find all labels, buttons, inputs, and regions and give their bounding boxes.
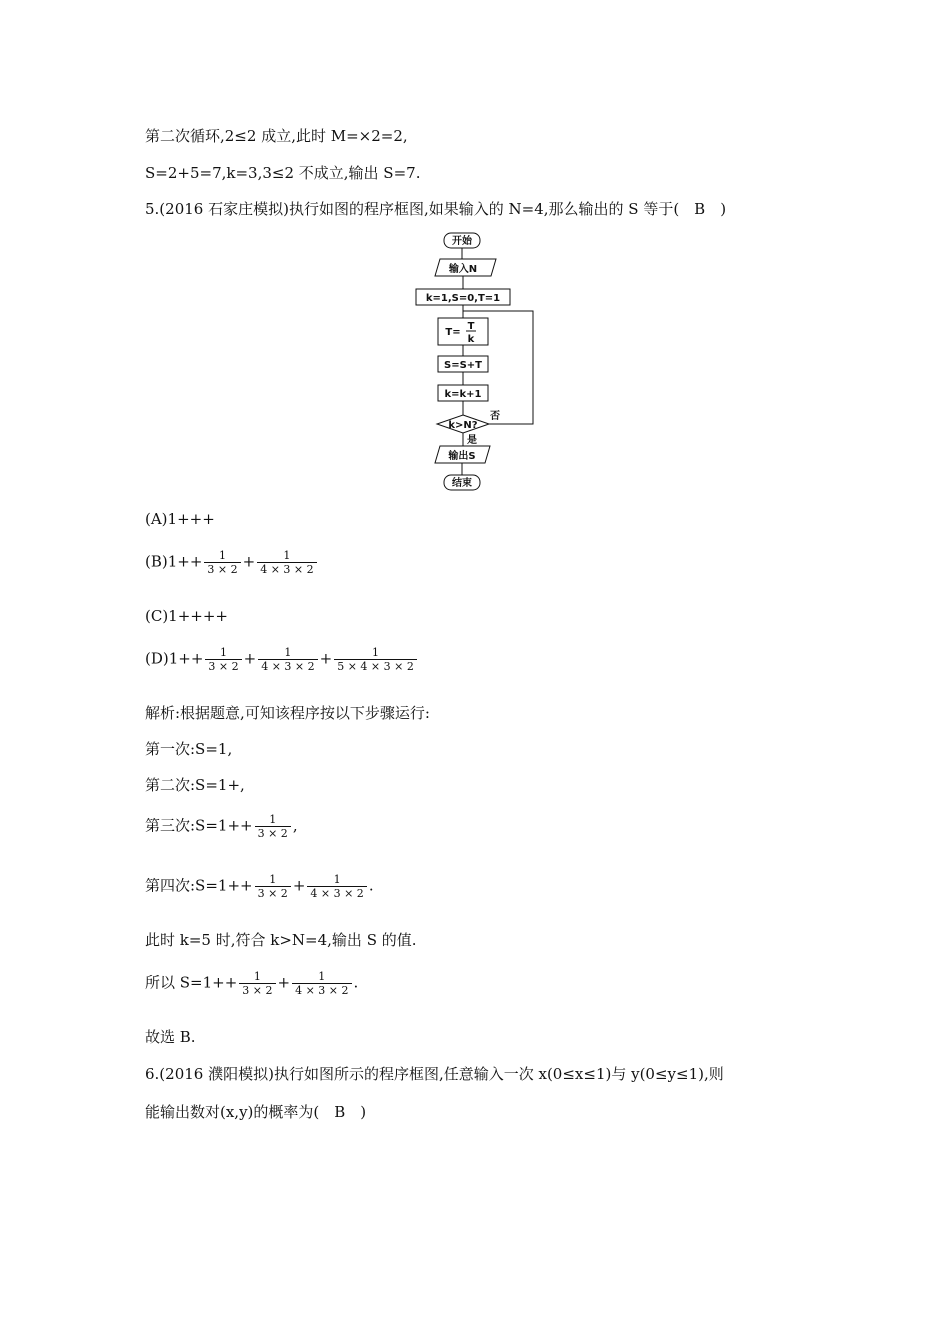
fraction: $\frac{1}{3 \times 2}$ xyxy=(205,646,241,673)
option-c: (C)1++++ xyxy=(145,607,228,625)
flow-start-label: 开始 xyxy=(452,236,472,247)
option-b: (B)1++ $\frac{1}{3 \times 2}$ + $\frac{1}{4 \times 3 \times 2}$ xyxy=(145,549,319,576)
question-6-line-2: 能输出数对(x,y)的概率为( B ) xyxy=(145,1103,367,1121)
fraction: $\frac{1}{3 \times 2}$ xyxy=(255,873,291,900)
question-6-line-1: 6.(2016 濮阳模拟)执行如图所示的程序框图,任意输入一次 x(0≤x≤1)与 y(0≤y≤1),则 xyxy=(145,1065,724,1083)
flow-t-num: T xyxy=(467,321,475,332)
flow-t-den: k xyxy=(467,334,475,345)
flowchart xyxy=(0,0,950,500)
option-b-prefix: (B)1++ xyxy=(145,552,203,571)
flow-no-label: 否 xyxy=(490,411,500,422)
flow-end-label: 结束 xyxy=(452,478,472,489)
so-line: 所以 S=1++ $\frac{1}{3 \times 2}$ + $\frac{1}{4 \times 3 \times 2}$ . xyxy=(145,970,359,997)
flow-output-label: 输出S xyxy=(448,451,476,462)
when-line: 此时 k=5 时,符合 k>N=4,输出 S 的值. xyxy=(145,931,417,949)
flow-input-label: 输入N xyxy=(448,264,478,275)
fraction: $\frac{1}{4 \times 3 \times 2}$ xyxy=(257,549,316,576)
flow-k-label: k=k+1 xyxy=(444,389,482,400)
fraction: $\frac{1}{3 \times 2}$ xyxy=(204,549,240,576)
flow-decision-label: k>N? xyxy=(448,420,478,431)
text-line-loop: 第二次循环,2≤2 成立,此时 M=×2=2, xyxy=(145,127,408,145)
fraction: $\frac{1}{3 \times 2}$ xyxy=(255,813,291,840)
step-1: 第一次:S=1, xyxy=(145,740,233,758)
question-5: 5.(2016 石家庄模拟)执行如图的程序框图,如果输入的 N=4,那么输出的 S 等于( B ) xyxy=(145,200,727,218)
step-3: 第三次:S=1++ $\frac{1}{3 \times 2}$ , xyxy=(145,813,298,840)
fraction: $\frac{1}{4 \times 3 \times 2}$ xyxy=(292,970,351,997)
text-line-result: S=2+5=7,k=3,3≤2 不成立,输出 S=7. xyxy=(145,164,421,182)
flow-init-label: k=1,S=0,T=1 xyxy=(425,293,501,304)
fraction: $\frac{1}{5 \times 4 \times 3 \times 2}$ xyxy=(334,646,417,673)
fraction: $\frac{1}{3 \times 2}$ xyxy=(239,970,275,997)
step-2: 第二次:S=1+, xyxy=(145,776,245,794)
choose-line: 故选 B. xyxy=(145,1028,196,1046)
option-d-prefix: (D)1++ xyxy=(145,649,204,668)
flow-t-lhs: T= xyxy=(445,327,461,338)
option-d: (D)1++ $\frac{1}{3 \times 2}$ + $\frac{1}{4 \times 3 \times 2}$ + $\frac{1}{5 \times 4 \times 3 \times 2}$ xyxy=(145,646,419,673)
step-4: 第四次:S=1++ $\frac{1}{3 \times 2}$ + $\frac{1}{4 \times 3 \times 2}$ . xyxy=(145,873,374,900)
analysis-intro: 解析:根据题意,可知该程序按以下步骤运行: xyxy=(145,704,430,722)
flow-yes-label: 是 xyxy=(467,435,477,446)
flow-s-label: S=S+T xyxy=(444,360,482,371)
fraction: $\frac{1}{4 \times 3 \times 2}$ xyxy=(258,646,317,673)
option-a: (A)1+++ xyxy=(145,510,215,528)
fraction: $\frac{1}{4 \times 3 \times 2}$ xyxy=(307,873,366,900)
